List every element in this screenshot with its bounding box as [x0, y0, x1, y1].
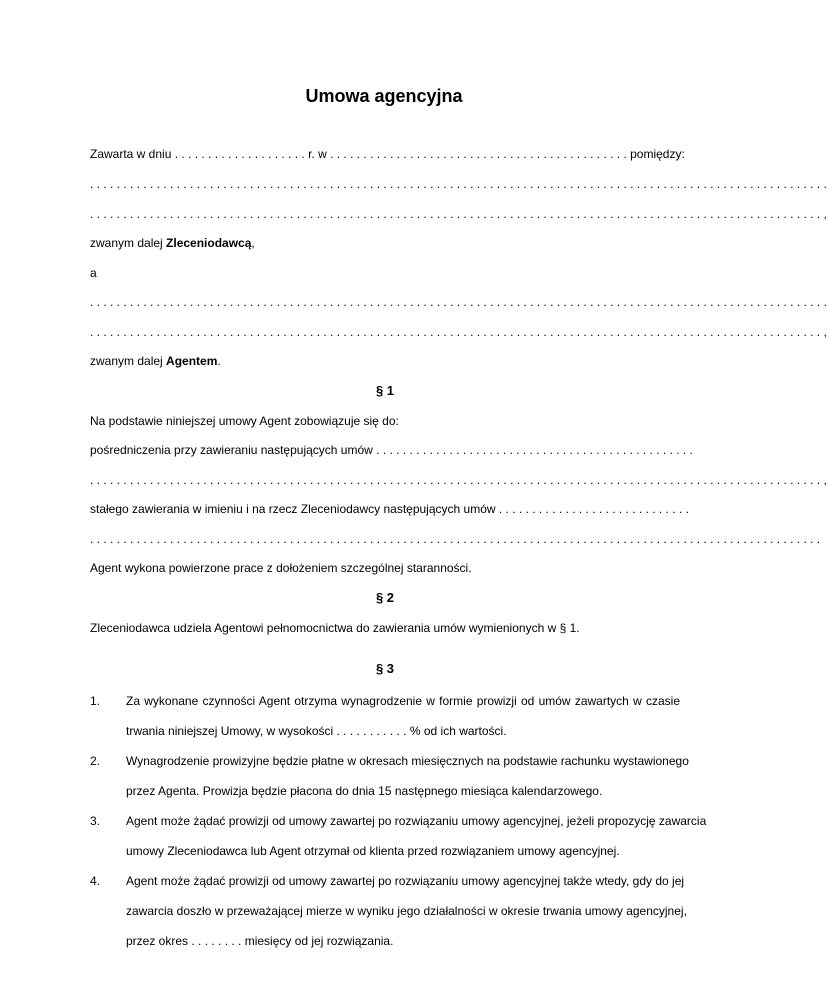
- party2-designation: [90, 353, 680, 369]
- section-3-item-4-line-1: Agent może żądać prowizji od umowy zawartej po rozwiązaniu umowy agencyjnej także wtedy, gdy do jej: [126, 874, 685, 888]
- section-3-item-2-line-1: Wynagrodzenie prowizyjne będzie płatne w okresach miesięcznych na podstawie rachunku wystawionego: [126, 754, 689, 768]
- party1-role: Zleceniodawcą: [166, 236, 252, 250]
- section-3-item-3-number: 3.: [90, 814, 101, 828]
- section-2-heading: § 2: [375, 590, 395, 605]
- section-1-lead: Na podstawie niniejszej umowy Agent zobowiązuje się do:: [90, 414, 399, 428]
- party2-prefix: zwanym dalej: [90, 354, 167, 368]
- section-1-mediation: pośredniczenia przy zawieraniu następujących umów . . . . . . . . . . . . . . . . . . . . . . . . . . . . . . . . . . . . . . . . . . . . . . . .: [90, 443, 693, 457]
- section-3-item-1-line-2: trwania niniejszej Umowy, w wysokości . . . . . . . . . . . % od ich wartości.: [126, 724, 507, 738]
- party1-prefix: zwanym dalej: [90, 236, 167, 250]
- section-1-mediation-blank: . . . . . . . . . . . . . . . . . . . . . . . . . . . . . . . . . . . . . . . . . . . . . . . . . . . . . . . . . . . . . . . . . . . . . . . . . . . . . . . . . . . . . . . . . . . . . . . . . . . . . . . . . . . . . . ,: [90, 473, 827, 487]
- conjunction-and: a: [90, 266, 97, 280]
- section-3-item-4-line-2: zawarcia doszło w przeważającej mierze w wyniku jego działalności w okresie trwania umowy agencyjnej,: [126, 904, 687, 918]
- section-3-item-2-line-2: przez Agenta. Prowizja będzie płacona do dnia 15 następnego miesiąca kalendarzowego.: [126, 784, 603, 798]
- party2-blank-line-1: . . . . . . . . . . . . . . . . . . . . . . . . . . . . . . . . . . . . . . . . . . . . . . . . . . . . . . . . . . . . . . . . . . . . . . . . . . . . . . . . . . . . . . . . . . . . . . . . . . . . . . . . . . . . . . .: [90, 295, 827, 309]
- section-1-concluding-blank: . . . . . . . . . . . . . . . . . . . . . . . . . . . . . . . . . . . . . . . . . . . . . . . . . . . . . . . . . . . . . . . . . . . . . . . . . . . . . . . . . . . . . . . . . . . . . . . . . . . . . . . . . . . . . .: [90, 532, 821, 546]
- document-title: Umowa agencyjna: [305, 86, 463, 106]
- section-3-heading: § 3: [375, 661, 395, 676]
- section-3-item-1-line-1: Za wykonane czynności Agent otrzyma wynagrodzenie w formie prowizji od umów zawartych w czasie: [126, 694, 680, 708]
- section-3-item-4-number: 4.: [90, 874, 101, 888]
- party2-suffix: .: [217, 354, 221, 368]
- section-3-item-3-line-1: Agent może żądać prowizji od umowy zawartej po rozwiązaniu umowy agencyjnej, jeżeli propozycję zawarcia: [126, 814, 707, 828]
- section-3-item-3-line-2: umowy Zleceniodawca lub Agent otrzymał od klienta przed rozwiązaniem umowy agencyjnej.: [126, 844, 620, 858]
- section-1-heading: § 1: [375, 383, 395, 398]
- section-1-diligence: Agent wykona powierzone prace z dołożeniem szczególnej staranności.: [90, 561, 472, 575]
- section-3-item-2-number: 2.: [90, 754, 101, 768]
- section-3-item-1-number: 1.: [90, 694, 101, 708]
- party1-designation: [90, 235, 680, 251]
- intro-date-place-line: Zawarta w dniu . . . . . . . . . . . . . . . . . . . . r. w . . . . . . . . . . . . . . . . . . . . . . . . . . . . . . . . . . . . . . . . . . . . . pomiędzy:: [90, 147, 685, 161]
- party2-blank-line-2: . . . . . . . . . . . . . . . . . . . . . . . . . . . . . . . . . . . . . . . . . . . . . . . . . . . . . . . . . . . . . . . . . . . . . . . . . . . . . . . . . . . . . . . . . . . . . . . . . . . . . . . . . . . . . . ,: [90, 325, 827, 339]
- section-2-text: Zleceniodawca udziela Agentowi pełnomocnictwa do zawierania umów wymienionych w § 1.: [90, 621, 580, 635]
- party1-suffix: ,: [251, 236, 255, 250]
- party2-role: Agentem: [166, 354, 218, 368]
- party1-blank-line-2: . . . . . . . . . . . . . . . . . . . . . . . . . . . . . . . . . . . . . . . . . . . . . . . . . . . . . . . . . . . . . . . . . . . . . . . . . . . . . . . . . . . . . . . . . . . . . . . . . . . . . . . . . . . . . . ,: [90, 207, 827, 221]
- party1-blank-line-1: . . . . . . . . . . . . . . . . . . . . . . . . . . . . . . . . . . . . . . . . . . . . . . . . . . . . . . . . . . . . . . . . . . . . . . . . . . . . . . . . . . . . . . . . . . . . . . . . . . . . . . . . . . . . . . .: [90, 177, 827, 191]
- section-3-item-4-line-3: przez okres . . . . . . . . miesięcy od jej rozwiązania.: [126, 934, 394, 948]
- section-1-concluding: stałego zawierania w imieniu i na rzecz Zleceniodawcy następujących umów . . . . . . . . . . . . . . . . . . . . . . . . . . . . .: [90, 502, 689, 516]
